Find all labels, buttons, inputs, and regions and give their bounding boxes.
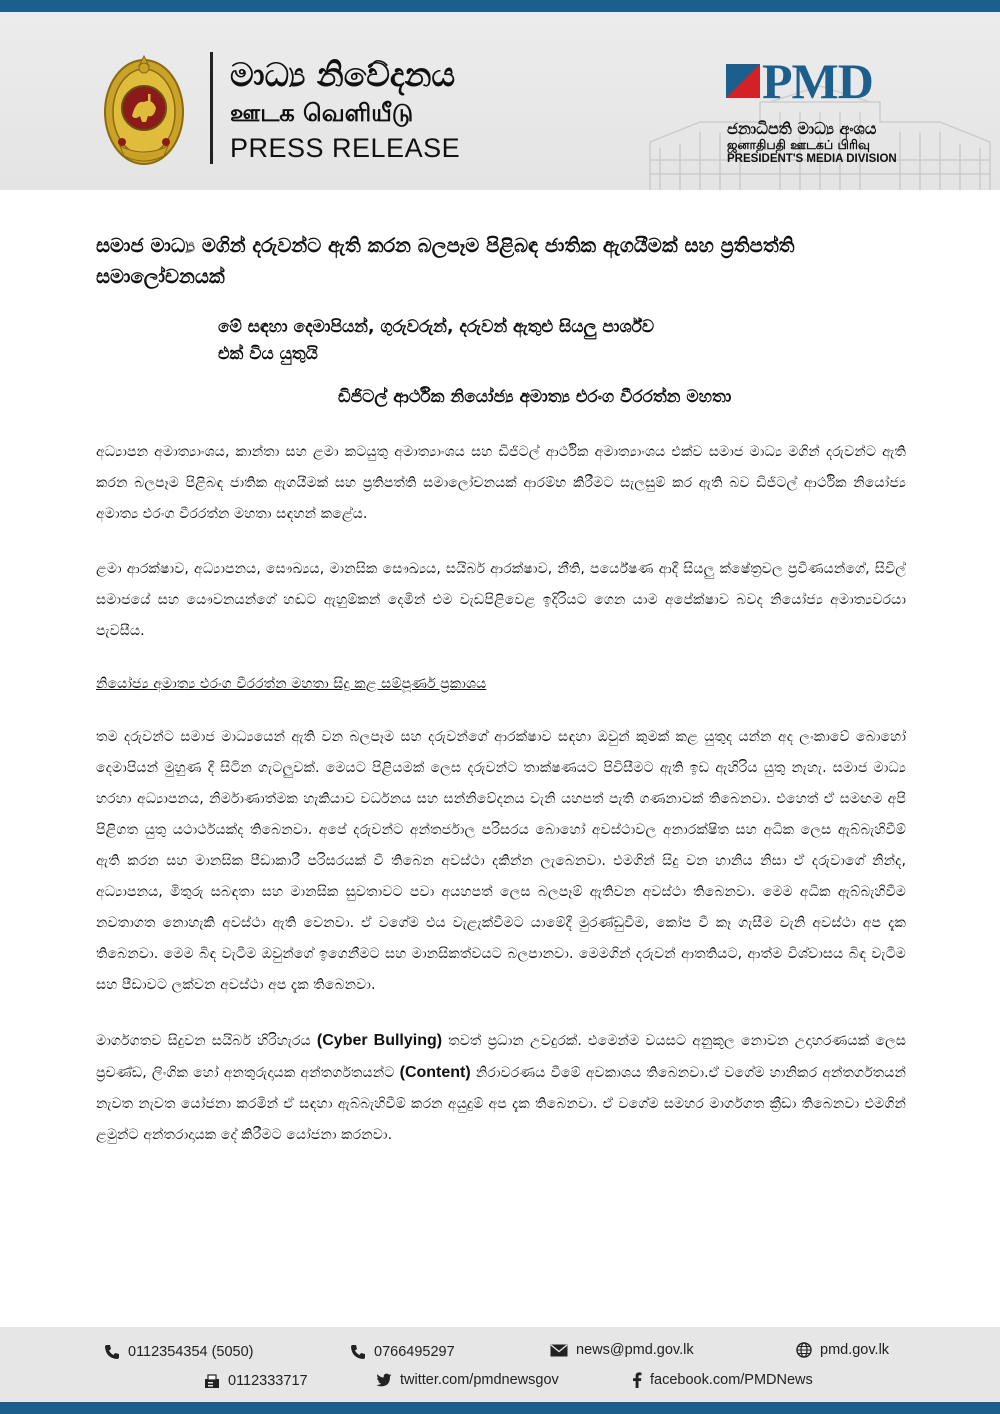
footer-fax — [204, 1373, 308, 1389]
globe-icon — [796, 1342, 812, 1358]
footer-fax-text: 0112333717 — [228, 1373, 308, 1389]
article-subtitle-line-2: එක් විය යුතුයි — [218, 344, 318, 364]
paragraph-4-part-c: නිරාවරණය වීමේ අවකාශය තිබෙනවා.ඒ වගේම හානිකර අන්තර්ගතයන් නැවත නැවත යෝජනා කරමින් ඒ සඳහා ඇබ්බැහිවීම් කරන අයුදුම් අප දැක තිබෙනවා. ඒ වගේම සමහර මාර්ගගත ක්‍රීඩා තිබෙනවා එමගින් ළමුන්ට අන්තරාදායක දේ කිරීමට යෝජනා කරනවා. — [96, 1065, 907, 1143]
title-sinhala: මාධ්‍ය නිවේදනය — [230, 55, 456, 94]
footer-email-text: news@pmd.gov.lk — [576, 1342, 694, 1358]
press-release-header — [0, 12, 1000, 190]
footer-facebook[interactable] — [632, 1372, 813, 1388]
pmd-logo — [726, 52, 873, 110]
footer-email[interactable] — [550, 1342, 694, 1358]
paragraph-4 — [96, 1025, 906, 1151]
article-subtitle — [218, 314, 906, 368]
article-subtitle-line-1: මේ සඳහා දෙමාපියන්, ගුරුවරුන්, දරුවන් ඇතුළු සියලු පාර්ශ්ව — [218, 317, 655, 337]
fax-icon — [204, 1374, 220, 1389]
twitter-icon — [376, 1373, 392, 1387]
pmd-logo-mark-icon — [726, 64, 760, 98]
title-tamil: ஊடக வெளியீடு — [230, 99, 414, 127]
org-name-tamil: ஜனாதிபதி ஊடகப் பிரிவு — [727, 137, 870, 153]
email-icon — [550, 1344, 568, 1357]
footer-phone-2-text: 0766495297 — [374, 1344, 455, 1360]
paragraph-4-part-b: තවත් ප්‍රධාන උවදුරක්. එමෙන්ම වයසට අනුකූල නොවන උදාහරණයක් ලෙස ප්‍රචණ්ඩ, ලිංගික හෝ අනතුරුදායක අන්තර්ගතයන්ට — [96, 1033, 907, 1081]
term-content: (Content) — [399, 1064, 471, 1081]
article-body — [96, 230, 906, 1151]
facebook-icon — [632, 1372, 642, 1388]
title-english: PRESS RELEASE — [230, 133, 461, 163]
press-release-title-block — [230, 55, 461, 163]
phone-icon — [104, 1344, 120, 1360]
footer-website[interactable] — [796, 1342, 889, 1358]
paragraph-4-part-a: මාර්ගගතව සිදුවන සයිබර් හිරිහැරය — [96, 1033, 317, 1049]
footer-facebook-text: facebook.com/PMDNews — [650, 1372, 813, 1388]
top-accent-bar — [0, 0, 1000, 12]
paragraph-3: තම දරුවන්ට සමාජ මාධ්‍යයෙන් ඇති වන බලපෑම සහ දරුවන්ගේ ආරක්ෂාව සඳහා ඔවුන් කුමක් කළ යුතුද යන්න අද ලංකාවේ බොහෝ දෙමාපියන් මුහුණ දී සිටින ගැටලුවක්. මෙයට පිළියමක් ලෙස දරුවන්ට තාක්ෂණයට පිවිසීමට ඇති ඉඩ ඇහිරිය යුතු නැහැ. සමාජ මාධ්‍ය හරහා අධ්‍යාපනය, නිර්මාණාත්මක හැකියාව වර්ධනය සහ සන්නිවේදනය වැනි යහපත් පැති ගණනාවක් තිබෙනවා. එහෙත් ඒ සමඟම අපි පිළිගත යුතු යථාර්ථයක්ද තිබෙනවා. අපේ දරුවන්ට අන්තර්ජාල පරිසරය බොහෝ අවස්ථාවල අනාරක්ෂිත සහ අධික ලෙස ඇබ්බැහිවීම් ඇති කරන සහ මානසික පීඩාකාරී පරිසරයක් වී තිබෙන අවස්ථා දකින්න ලැබෙනවා. එමගින් සිදු වන හානිය නිසා ඒ දරුවාගේ නින්ද, අධ්‍යාපනය, මිතුරු සබඳතා සහ මානසික සුවතාවට පවා අයහපත් ලෙස බලපෑම් ඇතිවන අවස්ථා තිබෙනවා. මෙම අධික ඇබ්බැහිවීම නවතාගත නොහැකි අවස්ථා ඇති වෙනවා. ඒ වගේම එය වැළැක්වීමට යාමේදී මුරණ්ඩුවීම, කෝප වී කෑ ගැසීම වැනි අවස්ථා අප දැක තිබෙනවා. මෙම බිඳ වැටීම ඔවුන්ගේ ඉගෙනීමට සහ මානසිකත්වයට බලපානවා. මෙමගින් දරුවන් ආතතියට, ආත්ම විශ්වාසය බිඳ වැටීම සහ පීඩාවට ලක්වන අවස්ථා අප දැක තිබෙනවා. — [96, 729, 906, 993]
section-heading-full-statement: නියෝජ්‍ය අමාත්‍ය එරංග වීරරත්න මහතා සිදු කළ සම්පූර්ණ ප්‍රකාශය — [96, 676, 487, 692]
article-title: සමාජ මාධ්‍ය මගින් දරුවන්ට ඇති කරන බලපෑම පිළිබඳ ජාතික ඇගයීමක් සහ ප්‍රතිපත්ති සමාලෝචනයක් — [96, 234, 795, 288]
national-emblem-icon — [102, 50, 186, 168]
footer-twitter[interactable] — [376, 1372, 559, 1388]
paragraph-1: අධ්‍යාපන අමාත්‍යාංශය, කාන්තා සහ ළමා කටයුතු අමාත්‍යාංශය සහ ඩිජිටල් ආර්ථික අමාත්‍යාංශය එක්ව සමාජ මාධ්‍ය මගින් දරුවන්ට ඇති කරන බලපෑම පිළිබඳ ජාතික ඇගයීමක් සහ ප්‍රතිපත්ති සමාලෝචනයක් ආරම්භ කිරීමට සැලසුම් කර ඇති බව ඩිජිටල් ආර්ථික නියෝජ්‍ය අමාත්‍ය එරංග වීරරත්න මහතා සඳහන් කළේය. — [96, 444, 906, 522]
contact-footer — [0, 1327, 1000, 1402]
footer-twitter-text: twitter.com/pmdnewsgov — [400, 1372, 559, 1388]
phone-icon — [350, 1344, 366, 1360]
footer-website-text: pmd.gov.lk — [820, 1342, 890, 1358]
pmd-organization-names — [727, 120, 897, 166]
paragraph-2: ළමා ආරක්ෂාව, අධ්‍යාපනය, සෞඛ්‍යය, මානසික සෞඛ්‍යය, සයිබර් ආරක්ෂාව, නීති, පර්යේෂණ ආදී සියලු ක්ෂේත්‍රවල ප්‍රවීණයන්ගේ, සිවිල් සමාජයේ සහ යෞවනයන්ගේ හඬට ඇහුම්කන් දෙමින් එම වැඩපිළිවෙළ ඉදිරියට ගෙන යාම අපේක්ෂාව බවද නියෝජ්‍ය අමාත්‍යවරයා පැවසීය. — [96, 561, 906, 639]
footer-phone-2 — [350, 1344, 455, 1360]
bottom-accent-bar — [0, 1402, 1000, 1414]
footer-phone-1 — [104, 1344, 254, 1360]
pmd-logo-text: PMD — [762, 53, 873, 109]
footer-phone-1-text: 0112354354 (5050) — [128, 1344, 254, 1360]
org-name-english: PRESIDENT'S MEDIA DIVISION — [727, 152, 897, 165]
org-name-sinhala: ජනාධිපති මාධ්‍ය අංශය — [727, 119, 877, 138]
article-minister-byline: ඩිජිටල් ආර්ථික නියෝජ්‍ය අමාත්‍ය එරංග වීරරත්න මහතා — [338, 387, 732, 407]
term-cyber-bullying: (Cyber Bullying) — [316, 1032, 443, 1049]
header-divider — [210, 52, 213, 164]
